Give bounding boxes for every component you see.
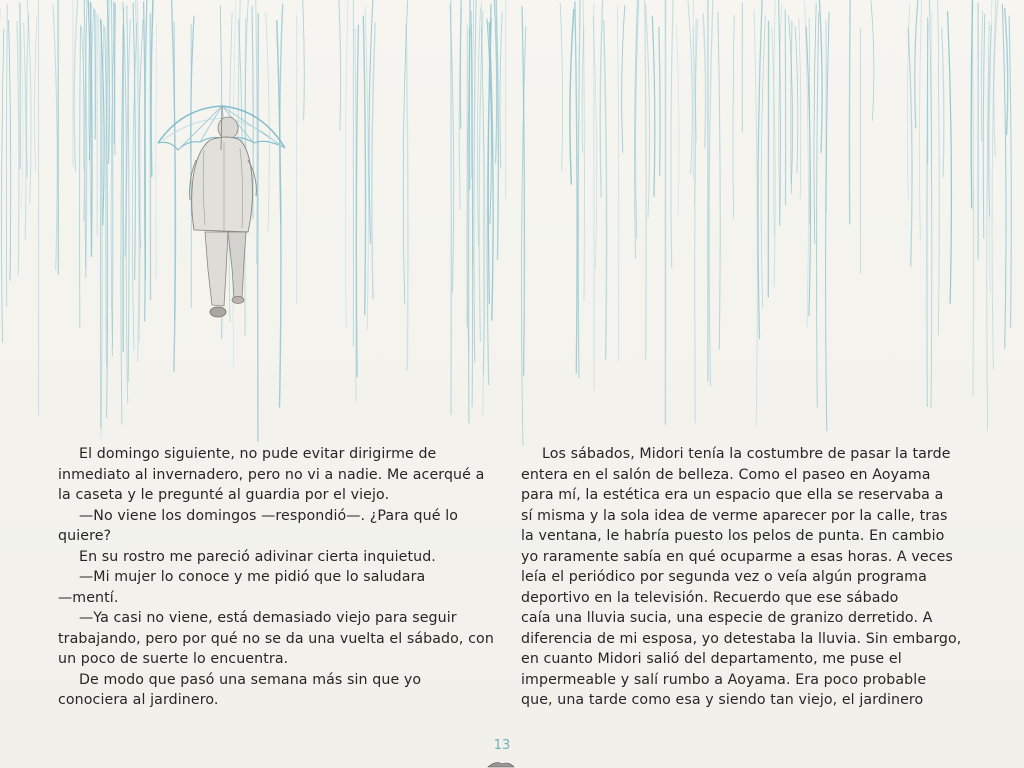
text-column-left [58,444,498,711]
rain-streak [303,0,305,120]
rain-streak [339,0,341,130]
rain-streak [942,28,944,176]
rain-streak [907,4,909,201]
rain-streak [474,0,476,362]
text-line: en cuanto Midori salió del departamento, me puse el [521,651,902,667]
text-line: —Ya casi no viene, está demasiado viejo para seguir [79,610,457,626]
rain-streak [256,0,257,264]
rain-streak [570,10,574,185]
rain-streak [819,0,822,152]
text-line: que, una tarde como esa y siendo tan viejo, el jardinero [521,692,924,708]
rain-streak [9,20,11,280]
rain-streak [345,0,348,327]
rain-streak [174,22,175,320]
text-line: conociera al jardinero. [58,692,219,708]
rain-streak [521,26,525,445]
rain-streak [156,25,157,279]
rain-streak [604,21,607,360]
text-line: De modo que pasó una semana más sin que yo [79,671,422,688]
rain-streak [7,4,8,306]
text-line: yo raramente sabía en qué ocuparme a esas horas. A veces [521,548,953,565]
rain-streak [356,25,358,377]
rain-streak [151,0,153,176]
rain-streak [645,0,646,359]
rain-streak [938,0,939,335]
rain-streak [733,16,734,219]
rain-streak [372,23,375,298]
rain-streak [482,2,484,417]
text-line: sí misma y la sola idea de verme aparecer por la calle, tras [521,507,948,524]
text-line: —mentí. [58,589,119,606]
rain-streak [659,28,660,176]
rain-streak [26,14,28,177]
rain-streak [617,6,618,361]
rain-streak [915,1,918,129]
rain-streak [688,1,692,174]
text-line: —No viene los domingos —respondió—. ¿Para qué lo [79,507,459,524]
rain-streak [481,28,485,376]
rain-streak [594,4,595,391]
rain-streak [600,0,603,197]
rain-streak [652,16,655,196]
text-line: Los sábados, Midori tenía la costumbre de pasar la tarde [542,446,951,462]
rain-streak [919,0,921,240]
rain-streak [817,12,819,407]
page-number: 13 [493,738,511,753]
rain-streak [500,12,502,168]
rain-streak [709,0,713,386]
rain-streak [791,21,792,183]
text-line: trabajando, pero por qué no se da una vuelta el sábado, con [58,630,494,647]
rain-streak [983,14,984,237]
rain-streak [74,0,78,171]
text-column-right [521,444,966,711]
rain-streak [989,0,992,293]
text-line: impermeable y salí rumbo a Aoyama. Era poco probable [521,671,927,688]
rain-streak [95,10,96,139]
rain-streak [908,28,912,267]
text-line: inmediato al invernadero, pero no vi a nadie. Me acerqué a [58,466,485,483]
rain-streak [17,21,19,274]
rain-streak [469,0,470,189]
text-line: leía el periódico por segunda vez o veía algún programa [521,569,927,585]
text-line: la ventana, le habría puesto los pelos de punta. En cambio [521,528,945,544]
rain-streak [53,5,57,270]
rain-streak [406,25,408,370]
text-line: quiere? [58,528,112,544]
rain-streak [703,14,706,147]
rain-streak [363,16,365,314]
text-line: deportivo en la televisión. Recuerdo que ese sábado [521,589,899,606]
rain-streak [930,0,932,407]
rain-streak [575,2,577,373]
rain-streak [132,23,136,350]
text-line: un poco de suerte lo encuentra. [58,651,289,667]
rain-streak [1002,5,1006,349]
rain-streak [754,10,757,426]
umbrella-figure [158,106,285,317]
text-line: entera en el salón de belleza. Como el paseo en Aoyama [521,466,931,483]
text-line: la caseta y le pregunté al guardia por el viejo. [58,487,390,503]
rain-streak [761,16,765,308]
text-line: En su rostro me pareció adivinar cierta inquietud. [79,548,436,565]
rain-streak [718,12,720,349]
rain-streak [795,27,798,173]
text-line: El domingo siguiente, no pude evitar dirigirme de [79,446,437,462]
rain-streak [2,29,4,342]
rain-streak [266,13,270,232]
rain-streak [982,11,983,142]
rain-streak [582,27,584,153]
rain-streak [676,25,679,216]
rain-streak [870,0,874,121]
rain-streak [799,18,801,201]
rain-streak [35,16,37,172]
rain-streak [24,23,26,239]
text-line: —Mi mujer lo conoce y me pidió que lo saludara [79,569,426,585]
bird-icon [486,758,516,768]
rain-streak [1009,16,1011,327]
rain-streak [101,21,102,428]
rain-streak [814,4,816,244]
rain-streak [80,25,81,328]
rain-streak [948,12,952,304]
text-line: caía una lluvia sucia, una especie de granizo derretido. A [521,610,933,626]
rain-streak [671,0,673,268]
rain-streak [622,5,625,152]
text-line: para mí, la estética era un espacio que ella se reservaba a [521,487,944,503]
rain-streak [258,14,259,441]
rain-streak [849,0,850,224]
rain-streak [994,0,998,156]
rain-streak [578,0,580,378]
text-line: diferencia de mi esposa, yo detestaba la lluvia. Sin embargo, [521,630,962,647]
rain-streak [560,3,562,171]
